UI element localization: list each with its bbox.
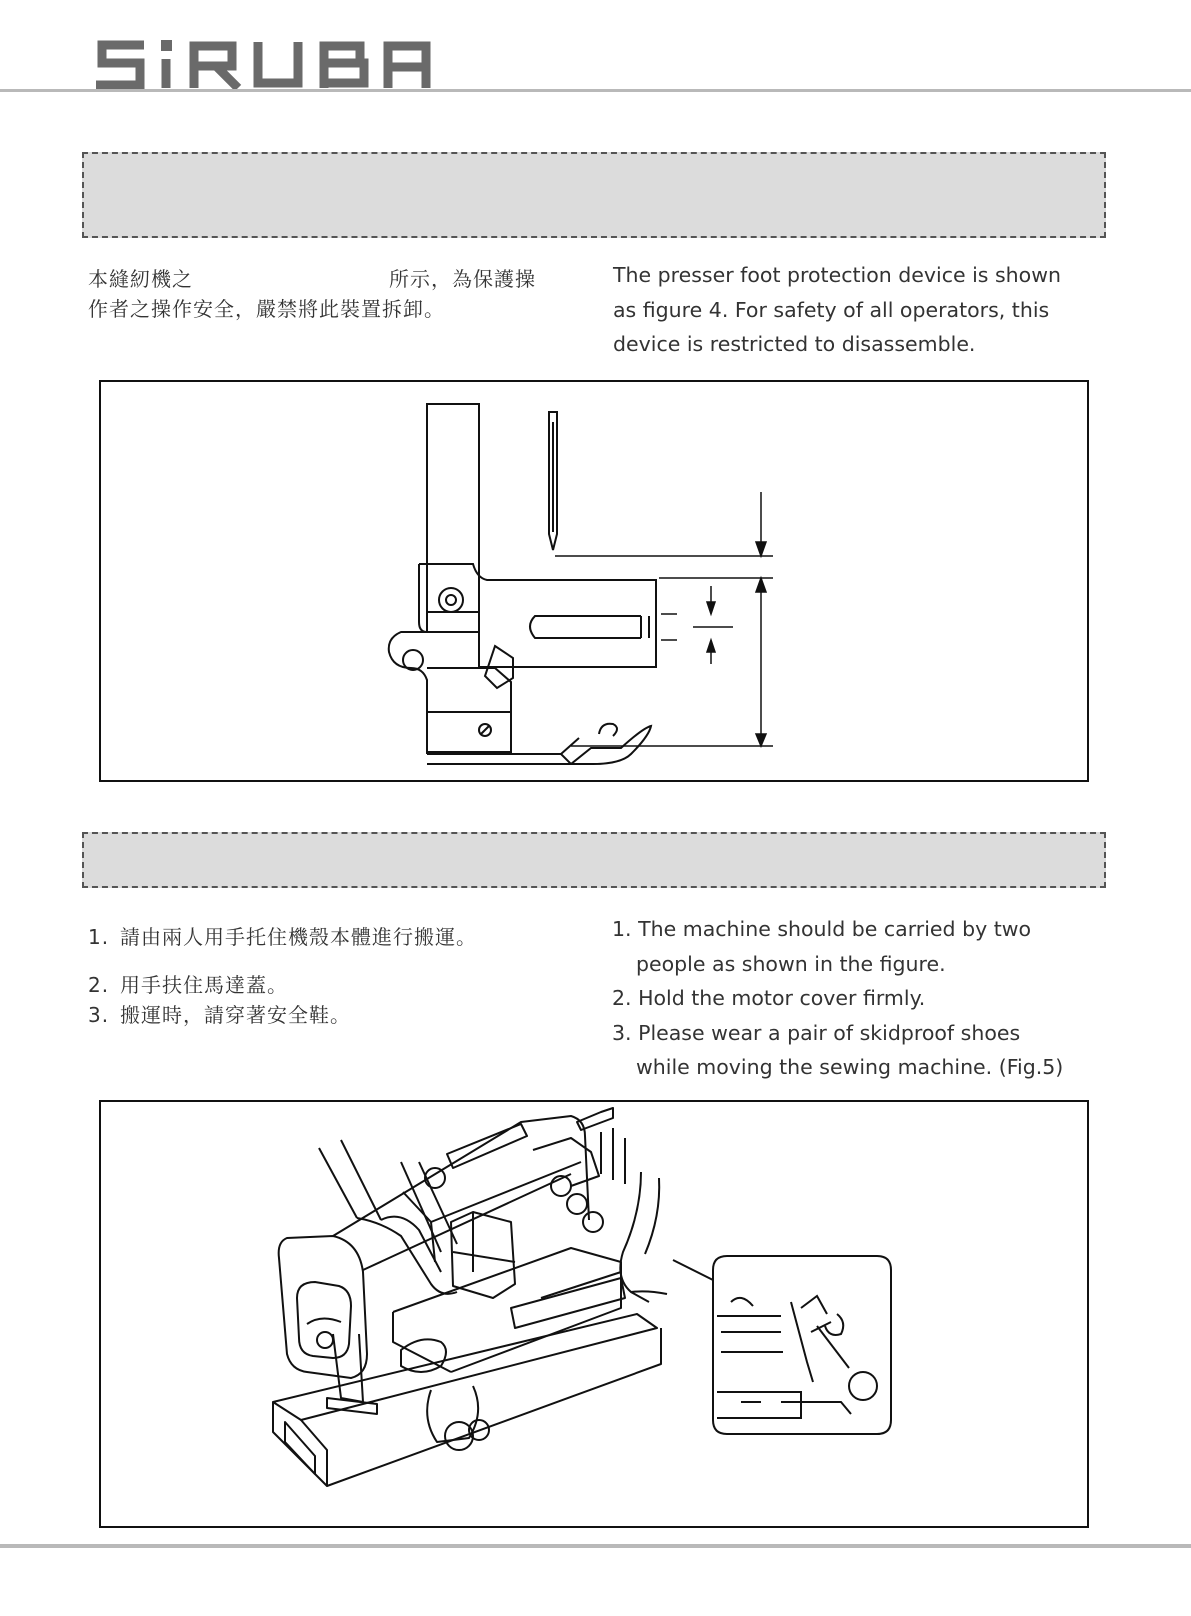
footer-rule — [0, 1544, 1191, 1548]
en-line: 3. Please wear a pair of skidproof shoes — [612, 1020, 1021, 1045]
en-line: people as shown in the figure. — [636, 951, 946, 976]
machine-drawing — [101, 1102, 1087, 1526]
figure-5-carrying-machine — [99, 1100, 1089, 1528]
zh-list-item: 3. 搬運時，請穿著安全鞋。 — [88, 1003, 351, 1027]
figure-4-presser-foot — [99, 380, 1089, 782]
header-rule — [0, 89, 1191, 92]
en-line: 2. Hold the motor cover firmly. — [612, 986, 926, 1010]
presser-foot-drawing — [101, 382, 1087, 780]
svg-text:SiRUBA: SiRUBA — [92, 36, 96, 37]
siruba-logo — [92, 36, 432, 94]
section1-en-text — [613, 258, 1061, 362]
zh-list-item: 1. 請由兩人用手托住機殼本體進行搬運。 — [88, 925, 477, 949]
svg-text:SIRUBA: SIRUBA — [101, 1102, 105, 1103]
zh-list-item: 2. 用手扶住馬達蓋。 — [88, 973, 288, 997]
section-banner-1 — [82, 152, 1106, 238]
en-line: 1. The machine should be carried by two — [612, 917, 1032, 941]
en-line: device is restricted to disassemble. — [613, 332, 976, 356]
section2-en-list — [612, 912, 1063, 1085]
section-banner-2 — [82, 832, 1106, 888]
en-line: while moving the sewing machine. (Fig.5) — [636, 1055, 1064, 1079]
section1-zh-text: 本縫紉機之 所示，為保護操 作者之操作安全，嚴禁將此裝置拆卸。 — [88, 267, 536, 321]
en-line: as figure 4. For safety of all operators, this — [613, 297, 1050, 322]
en-line: The presser foot protection device is shown — [613, 263, 1061, 287]
section2-zh-list — [88, 922, 477, 1030]
